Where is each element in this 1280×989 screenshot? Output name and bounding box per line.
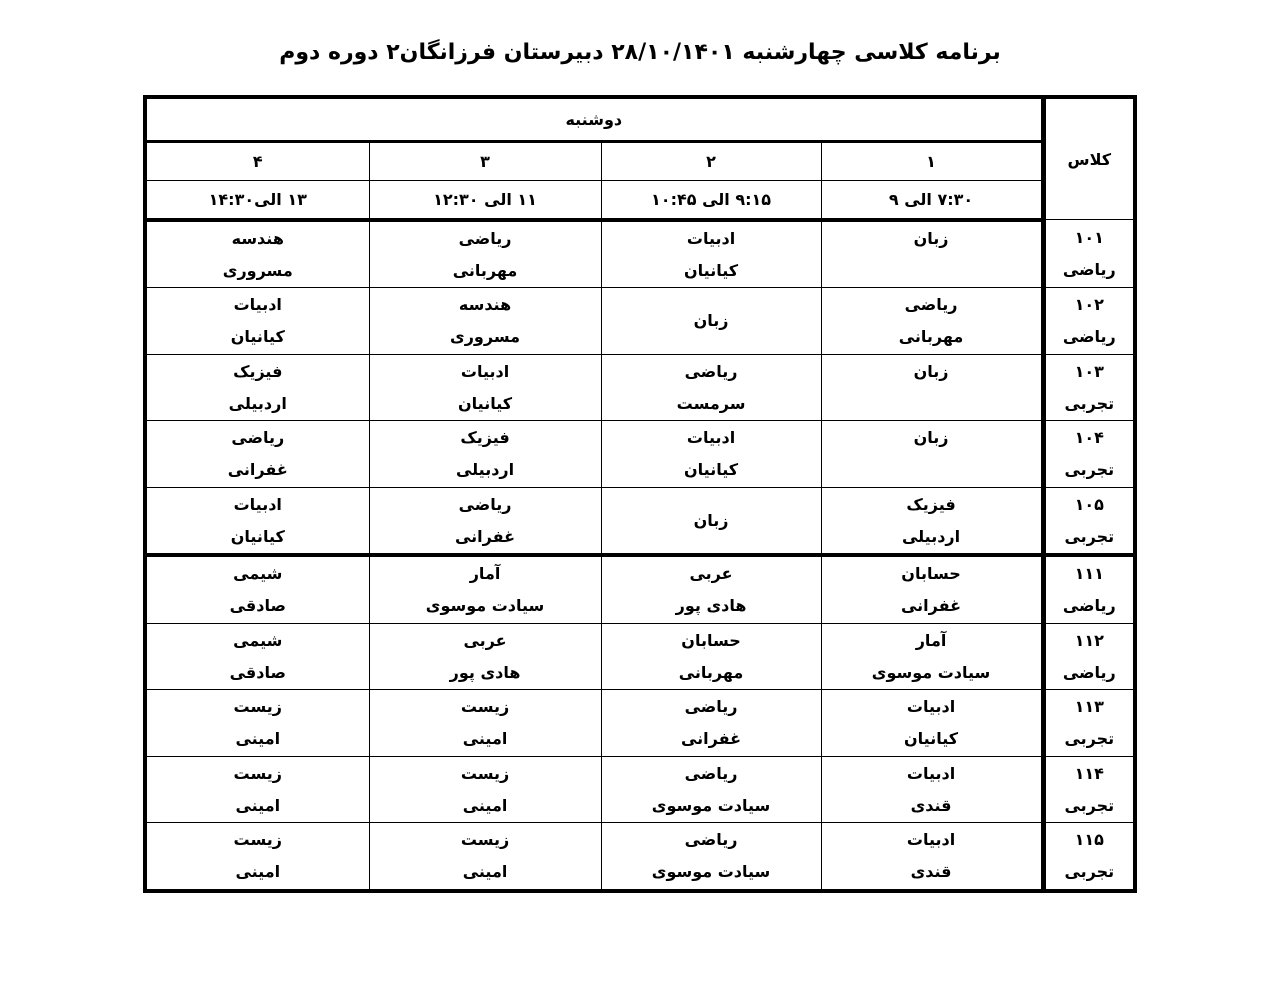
schedule-table: [143, 95, 1137, 893]
subject: زیست: [233, 697, 282, 717]
subject: ادبیات: [686, 228, 736, 248]
lesson-cell: [821, 487, 1043, 555]
subject: عربی: [689, 564, 733, 584]
teacher: هادی پور: [675, 596, 747, 616]
period-time: ۹:۱۵ الی ۱۰:۴۵: [601, 180, 821, 219]
teacher: امینی: [235, 795, 281, 815]
teacher: کیانیان: [684, 260, 739, 280]
teacher: غفرانی: [900, 596, 962, 616]
subject: زیست: [460, 830, 510, 850]
class-number: ۱۰۴: [1074, 428, 1104, 448]
subject: ادبیات: [906, 830, 956, 850]
subject: حسابان: [901, 564, 961, 584]
page-title: برنامه کلاسی چهارشنبه ۲۸/۱۰/۱۴۰۱ دبیرستان فرزانگان۲ دوره دوم: [279, 40, 1001, 65]
subject: ریاضی: [231, 428, 285, 448]
class-cell: [1043, 555, 1135, 623]
period-time: ۱۳ الی۱۴:۳۰: [145, 180, 369, 219]
subject: ادبیات: [686, 428, 736, 448]
class-number: ۱۱۵: [1074, 830, 1104, 850]
subject: زبان: [693, 510, 729, 530]
subject: شیمی: [233, 630, 283, 650]
teacher: امینی: [462, 862, 508, 882]
lesson-cell: [369, 354, 601, 421]
period-number: ۴: [145, 142, 369, 181]
table-row: [145, 487, 1135, 555]
class-number: ۱۱۱: [1074, 564, 1104, 584]
class-cell: [1043, 220, 1135, 288]
subject: ریاضی: [904, 295, 958, 315]
table-row: [145, 756, 1135, 823]
teacher: سیادت موسوی: [651, 795, 771, 815]
period-number: ۳: [369, 142, 601, 181]
subject: ادبیات: [460, 361, 510, 381]
subject: زبان: [693, 311, 729, 331]
teacher: سیادت موسوی: [425, 596, 545, 616]
subject: ریاضی: [458, 494, 512, 514]
subject: ریاضی: [684, 763, 738, 783]
subject: شیمی: [233, 564, 283, 584]
class-cell: [1043, 421, 1135, 488]
table-row: [145, 220, 1135, 288]
class-stream: تجربی: [1064, 393, 1115, 413]
lesson-cell: [145, 823, 369, 891]
teacher: کیانیان: [458, 393, 513, 413]
teacher: [822, 388, 1041, 420]
subject: ریاضی: [458, 228, 512, 248]
teacher: امینی: [462, 795, 508, 815]
lesson-cell: [145, 623, 369, 690]
subject: ادبیات: [906, 697, 956, 717]
lesson-cell: [369, 756, 601, 823]
subject: زیست: [233, 830, 282, 850]
teacher: قندی: [910, 862, 952, 882]
lesson-cell: [821, 555, 1043, 623]
subject: فیزیک: [906, 494, 956, 514]
lesson-cell: [821, 623, 1043, 690]
class-number: ۱۱۲: [1074, 630, 1104, 650]
schedule-rows: [145, 220, 1135, 891]
table-row: [145, 823, 1135, 891]
class-cell: [1043, 823, 1135, 891]
lesson-cell: [601, 690, 821, 757]
teacher: مهربانی: [678, 662, 744, 682]
period-number-row: [145, 142, 1135, 181]
lesson-cell: [145, 555, 369, 623]
subject: زبان: [913, 228, 949, 248]
lesson-cell: [821, 220, 1043, 288]
teacher: سیادت موسوی: [871, 662, 991, 682]
class-stream: ریاضی: [1062, 596, 1116, 616]
subject: هندسه: [458, 295, 512, 315]
lesson-cell: [601, 823, 821, 891]
lesson-cell: [369, 487, 601, 555]
teacher: [822, 255, 1041, 287]
class-cell: [1043, 487, 1135, 555]
subject: زیست: [460, 697, 510, 717]
table-row: [145, 555, 1135, 623]
lesson-cell: [821, 690, 1043, 757]
class-cell: [1043, 690, 1135, 757]
class-stream: تجربی: [1064, 460, 1115, 480]
class-number: ۱۰۲: [1074, 295, 1104, 315]
header-day-row: [145, 97, 1135, 142]
table-row: [145, 354, 1135, 421]
subject: فیزیک: [233, 361, 283, 381]
subject: آمار: [915, 630, 947, 650]
class-number: ۱۱۳: [1074, 697, 1104, 717]
subject: حسابان: [681, 630, 741, 650]
class-number: ۱۰۵: [1074, 494, 1104, 514]
day-header: دوشنبه: [145, 97, 1043, 142]
subject: زیست: [460, 763, 510, 783]
subject: ادبیات: [906, 763, 956, 783]
lesson-cell: [145, 220, 369, 288]
lesson-cell: [369, 823, 601, 891]
teacher: کیانیان: [684, 460, 739, 480]
subject: زبان: [913, 428, 949, 448]
teacher: کیانیان: [230, 526, 285, 546]
class-stream: تجربی: [1064, 862, 1115, 882]
subject: ادبیات: [233, 295, 282, 315]
class-number: ۱۰۳: [1074, 361, 1104, 381]
teacher: صادقی: [229, 596, 286, 616]
lesson-cell: [369, 555, 601, 623]
class-cell: [1043, 354, 1135, 421]
lesson-cell: [601, 623, 821, 690]
lesson-cell: [369, 690, 601, 757]
class-cell: [1043, 288, 1135, 355]
teacher: [822, 454, 1041, 486]
class-stream: تجربی: [1064, 795, 1115, 815]
class-column-header: کلاس: [1043, 97, 1135, 220]
lesson-cell: [145, 690, 369, 757]
lesson-cell: [821, 421, 1043, 488]
teacher: امینی: [235, 862, 281, 882]
period-time: ۷:۳۰ الی ۹: [821, 180, 1043, 219]
lesson-cell: [601, 354, 821, 421]
lesson-cell: [369, 220, 601, 288]
subject: هندسه: [231, 228, 284, 248]
lesson-cell: [369, 623, 601, 690]
teacher: امینی: [462, 729, 508, 749]
class-cell: [1043, 756, 1135, 823]
lesson-cell: [821, 288, 1043, 355]
lesson-cell: [601, 756, 821, 823]
teacher: صادقی: [229, 662, 286, 682]
teacher: قندی: [910, 795, 952, 815]
lesson-cell: [369, 421, 601, 488]
teacher: غفرانی: [227, 460, 288, 480]
teacher: اردبیلی: [455, 460, 515, 480]
class-stream: ریاضی: [1062, 259, 1116, 279]
class-number: ۱۰۱: [1074, 227, 1104, 247]
class-number: ۱۱۴: [1074, 763, 1104, 783]
lesson-cell: [145, 288, 369, 355]
lesson-cell: [145, 354, 369, 421]
lesson-cell: [145, 487, 369, 555]
teacher: کیانیان: [230, 327, 285, 347]
teacher: اردبیلی: [901, 526, 961, 546]
teacher: غفرانی: [454, 526, 516, 546]
table-row: [145, 288, 1135, 355]
teacher: غفرانی: [680, 729, 742, 749]
teacher: سرمست: [676, 393, 746, 413]
class-stream: ریاضی: [1062, 327, 1116, 347]
period-number: ۱: [821, 142, 1043, 181]
table-row: [145, 690, 1135, 757]
lesson-cell: [821, 823, 1043, 891]
teacher: مهربانی: [452, 260, 518, 280]
lesson-cell: [145, 421, 369, 488]
lesson-cell: [821, 354, 1043, 421]
table-row: [145, 623, 1135, 690]
lesson-cell: [369, 288, 601, 355]
teacher: امینی: [235, 729, 281, 749]
subject: فیزیک: [460, 428, 510, 448]
class-stream: ریاضی: [1062, 662, 1116, 682]
period-time: ۱۱ الی ۱۲:۳۰: [369, 180, 601, 219]
table-row: [145, 421, 1135, 488]
subject: ریاضی: [684, 697, 738, 717]
lesson-cell: [145, 756, 369, 823]
subject: آمار: [469, 564, 501, 584]
subject: ریاضی: [684, 830, 738, 850]
subject: ادبیات: [233, 494, 282, 514]
subject: زیست: [233, 763, 282, 783]
lesson-cell: [601, 421, 821, 488]
lesson-cell: [601, 220, 821, 288]
class-cell: [1043, 623, 1135, 690]
class-stream: تجربی: [1064, 729, 1115, 749]
subject: زبان: [913, 361, 949, 381]
subject: عربی: [463, 630, 507, 650]
lesson-cell: [821, 756, 1043, 823]
lesson-cell: [601, 487, 821, 555]
period-number: ۲: [601, 142, 821, 181]
class-stream: تجربی: [1064, 526, 1115, 546]
teacher: مسروری: [222, 260, 293, 280]
teacher: اردبیلی: [228, 393, 287, 413]
teacher: مسروری: [450, 327, 521, 347]
teacher: مهربانی: [898, 327, 964, 347]
teacher: هادی پور: [449, 662, 521, 682]
period-time-row: [145, 180, 1135, 219]
teacher: سیادت موسوی: [651, 862, 771, 882]
lesson-cell: [601, 288, 821, 355]
subject: ریاضی: [684, 361, 738, 381]
teacher: کیانیان: [904, 729, 959, 749]
lesson-cell: [601, 555, 821, 623]
